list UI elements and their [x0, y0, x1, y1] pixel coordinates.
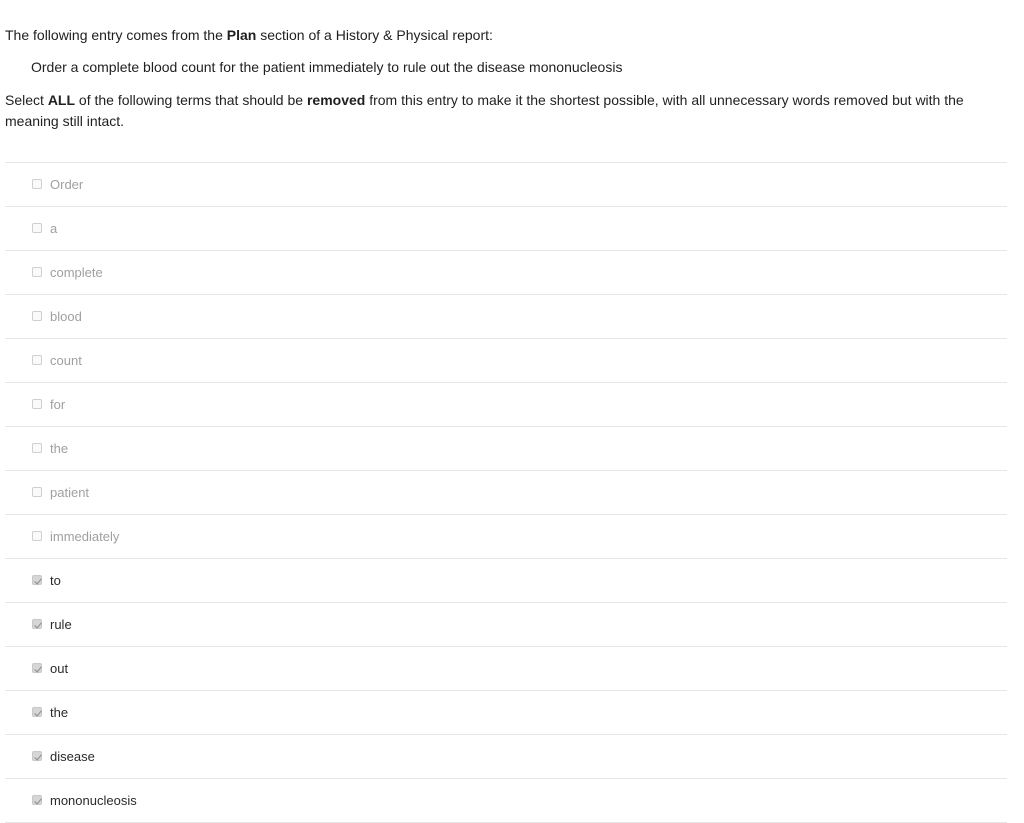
option-label: disease	[50, 749, 95, 764]
question-instruction	[5, 90, 995, 132]
option-label: immediately	[50, 529, 120, 544]
option-label: out	[50, 661, 69, 676]
option-label: mononucleosis	[50, 793, 137, 808]
option-checkbox[interactable]	[32, 311, 42, 321]
option-checkbox[interactable]	[32, 487, 42, 497]
instruction-suffix: from this entry to make it the shortest possible, with all unnecessary words removed but with the meaning still intact.	[5, 92, 964, 129]
option-row[interactable]	[5, 647, 1007, 691]
instruction-bold-removed: removed	[306, 92, 366, 108]
option-row[interactable]	[5, 735, 1007, 779]
option-label: complete	[50, 265, 103, 280]
option-row[interactable]	[5, 295, 1007, 339]
option-label: the	[50, 705, 69, 720]
option-checkbox[interactable]	[32, 399, 42, 409]
option-row[interactable]	[5, 691, 1007, 735]
option-row[interactable]	[5, 251, 1007, 295]
option-checkbox[interactable]	[32, 751, 42, 761]
options-list	[5, 162, 1007, 823]
intro-suffix: section of a History & Physical report:	[256, 27, 493, 43]
option-label: blood	[50, 309, 82, 324]
option-label: count	[50, 353, 82, 368]
option-label: Order	[50, 177, 84, 192]
option-label: for	[50, 397, 66, 412]
option-row[interactable]	[5, 603, 1007, 647]
option-row[interactable]	[5, 427, 1007, 471]
option-checkbox[interactable]	[32, 663, 42, 673]
option-checkbox[interactable]	[32, 707, 42, 717]
option-row[interactable]	[5, 559, 1007, 603]
instruction-prefix: Select	[5, 92, 48, 108]
question-intro	[5, 26, 493, 44]
option-row[interactable]	[5, 207, 1007, 251]
option-checkbox[interactable]	[32, 619, 42, 629]
instruction-mid: of the following terms that should be	[75, 92, 307, 108]
option-row[interactable]	[5, 471, 1007, 515]
option-row[interactable]	[5, 383, 1007, 427]
option-checkbox[interactable]	[32, 267, 42, 277]
option-label: the	[50, 441, 69, 456]
option-label: rule	[50, 617, 72, 632]
option-row[interactable]	[5, 515, 1007, 559]
option-checkbox[interactable]	[32, 443, 42, 453]
option-checkbox[interactable]	[32, 355, 42, 365]
option-checkbox[interactable]	[32, 179, 42, 189]
option-checkbox[interactable]	[32, 531, 42, 541]
option-row[interactable]	[5, 163, 1007, 207]
option-checkbox[interactable]	[32, 575, 42, 585]
option-label: patient	[50, 485, 90, 500]
option-row[interactable]	[5, 339, 1007, 383]
intro-prefix: The following entry comes from the	[5, 27, 227, 43]
option-checkbox[interactable]	[32, 795, 42, 805]
option-row[interactable]	[5, 779, 1007, 823]
option-label: a	[50, 221, 58, 236]
instruction-bold-all: ALL	[47, 92, 76, 108]
option-checkbox[interactable]	[32, 223, 42, 233]
option-label: to	[50, 573, 61, 588]
entry-text: Order a complete blood count for the patient immediately to rule out the disease mononucleosis	[31, 59, 623, 75]
intro-bold: Plan	[226, 27, 257, 43]
